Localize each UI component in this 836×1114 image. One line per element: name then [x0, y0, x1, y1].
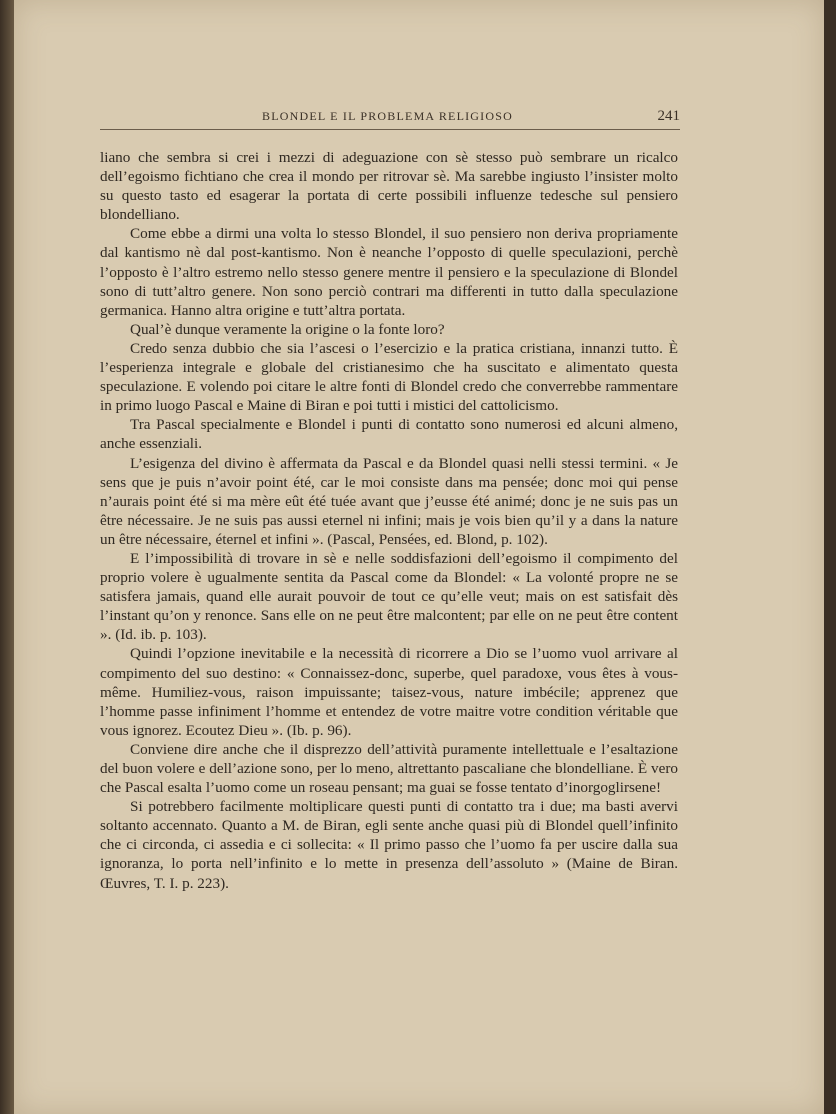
paragraph: Conviene dire anche che il disprezzo dell’attività puramente intellettuale e l’esaltazione del buon volere e dell’azione sono, per lo meno, altrettanto pascaliane che blondelliane. È vero che Pascal esalta l’uomo come un roseau pensant; ma guai se fosse tentato d’inorgoglirsene!	[100, 740, 678, 797]
running-header	[100, 108, 680, 130]
paragraph: Qual’è dunque veramente la origine o la fonte loro?	[130, 320, 445, 338]
paragraph: Credo senza dubbio che sia l’ascesi o l’esercizio e la pratica cristiana, innanzi tutto. È l’esperienza integrale e globale del cristianesimo che ha suscitato e alimentato questa speculazione. E volendo poi citare le altre fonti di Blondel credo che converrebbe rammentare in primo luogo Pascal e Maine di Biran e poi tutti i mistici del cattolicismo.	[100, 339, 678, 415]
book-spine	[0, 0, 14, 1114]
paragraph: L’esigenza del divino è affermata da Pascal e da Blondel quasi nelli stessi termini. « Je sens que je puis n’avoir point été, car le moi consiste dans ma pensée; donc moi qui pense n’aurais point été si ma mère eût été tuée avant que j’eusse été animé; donc je ne suis pas un être nécessaire. Je ne suis pas aussi eternel ni infini; mais je vois bien qu’il y a dans la nature un être nécessaire, éternel et infini ». (Pascal, Pensées, ed. Blond, p. 102).	[100, 454, 678, 548]
paragraph: Quindi l’opzione inevitabile e la necessità di ricorrere a Dio se l’uomo vuol arrivare al compimento del suo destino: « Connaissez-donc, superbe, quel paradoxe, vous êtes à vous-même. Humiliez-vous, raison impuissante; taisez-vous, nature imbécile; apprenez que l’homme passe infiniment l’homme et entendez de votre maitre votre condition véritable que vous ignorez. Ecoutez Dieu ». (Ib. p. 96).	[100, 645, 678, 739]
paragraph: Come ebbe a dirmi una volta lo stesso Blondel, il suo pensiero non deriva propriamente dal kantismo nè dal post-kantismo. Non è neanche l’opposto di quelle speculazioni, perchè l’opposto è l’altro estremo nello stesso genere mentre il pensiero e la speculazione di Blondel sono di tutt’altro genere. Non sono perciò contrari ma differenti in tutto dalla speculazione germanica. Hanno altra origine e tutt’altra portata.	[100, 225, 678, 319]
page-number: 241	[657, 108, 680, 124]
paragraph: Tra Pascal specialmente e Blondel i punti di contatto sono numerosi ed alcuni almeno, anche essenziali.	[100, 416, 678, 453]
body-text	[100, 148, 678, 893]
paragraph: Si potrebbero facilmente moltiplicare questi punti di contatto tra i due; ma basti avervi soltanto accennato. Quanto a M. de Biran, egli sente anche quasi più di Blondel quell’infinito che ci circonda, ci assedia e ci sollecita: « Il primo passo che l’uomo fa per uscire dalla sua ignoranza, lo porta nell’infinito e lo mette in presenza dell’assoluto » (Maine de Biran. Œuvres, T. I. p. 223).	[100, 798, 678, 892]
paragraph: liano che sembra si crei i mezzi di adeguazione con sè stesso può sembrare un ricalco dell’egoismo fichtiano che crea il mondo per ritrovar sè. Ma sarebbe ingiusto l’insister molto su questo tasto ed esagerar la portata di certe possibili influenze tedesche sul pensiero blondelliano.	[100, 149, 678, 224]
paragraph: E l’impossibilità di trovare in sè e nelle soddisfazioni dell’egoismo il compimento del proprio volere è ugualmente sentita da Pascal come da Blondel: « La volonté propre ne se satisfera jamais, quand elle aurait pouvoir de tout ce qu’elle veut; mais on est satisfait dès l’instant qu’on y renonce. Sans elle on ne peut être malcontent; par elle on ne peut être content ». (Id. ib. p. 103).	[100, 549, 678, 644]
running-title: BLONDEL E IL PROBLEMA RELIGIOSO	[262, 109, 513, 123]
